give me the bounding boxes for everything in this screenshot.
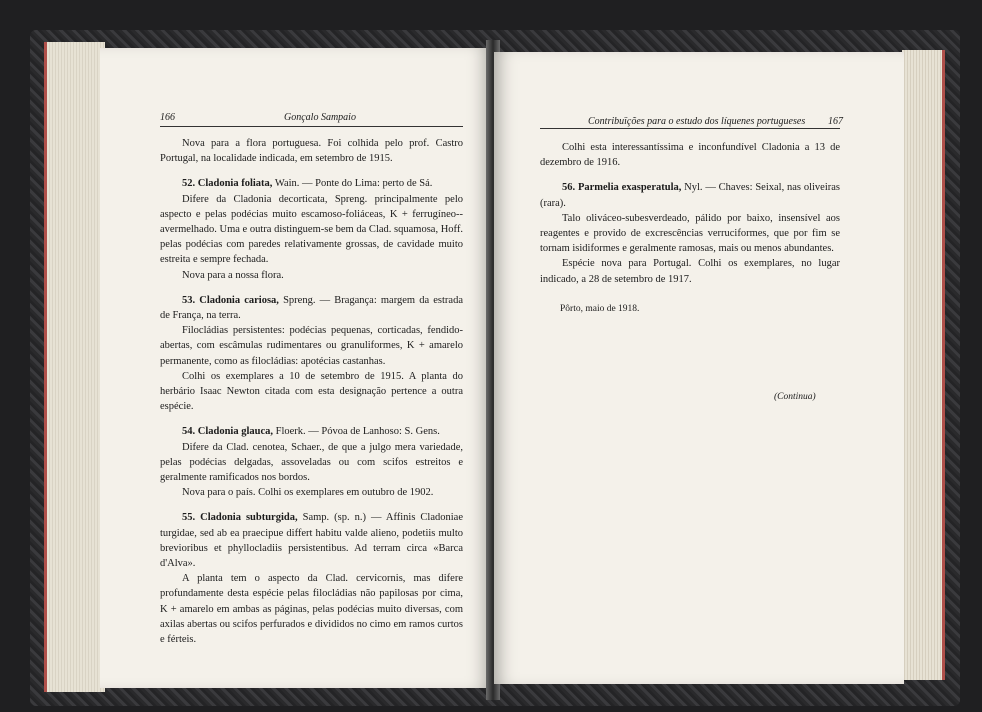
paragraph: Nova para o país. Colhi os exemplares em outubro de 1902. — [182, 487, 434, 499]
paragraph: 56. Parmelia exasperatula, Nyl. — Chaves: Seixal, nas oliveiras (rara). — [540, 182, 840, 209]
paragraph: Colhi os exemplares a 10 de setembro de 1915. A planta do herbário Isaac Newton citada com esta designação pertence a outra espécie. — [160, 370, 463, 413]
paragraph: Espécie nova para Portugal. Colhi os exemplares, no lugar indicado, a 28 de setembro de 1917. — [540, 258, 840, 285]
page-edges-right — [902, 50, 945, 680]
paragraph: Nova para a flora portuguesa. Foi colhida pelo prof. Castro Portugal, na localidade indicada, em setembro de 1915. — [160, 138, 463, 165]
paragraph: 54. Cladonia glauca, Floerk. — Póvoa de Lanhoso: S. Gens. — [182, 426, 440, 438]
header-rule-right — [540, 128, 840, 129]
right-text-block — [540, 140, 840, 287]
left-text-block — [160, 136, 463, 647]
page-edges-left — [44, 42, 105, 692]
paragraph: Filocládias persistentes: podécias pequenas, corticadas, fendido-abertas, com escâmulas rudimentares ou granuliformes, K + amarelo permanente, como as filocládias: apotécias castanhas. — [160, 325, 463, 367]
continua-note: (Continua) — [774, 392, 816, 402]
left-page — [100, 48, 490, 688]
header-rule-left — [160, 126, 463, 127]
paragraph: Colhi esta interessantíssima e inconfundível Cladonia a 13 de dezembro de 1916. — [540, 142, 840, 169]
place-date: Pôrto, maio de 1918. — [560, 304, 640, 314]
page-number-right: 167 — [828, 116, 843, 127]
paragraph: A planta tem o aspecto da Clad. cervicornis, mas difere profundamente desta espécie pelas filocládias não papilosas por cima, K + amarelo em ambas as páginas, pelas podécias muito diversas, com axilas abertas ou scifos perfurados e divididos no cimo em ramos curtos e férteis. — [160, 573, 463, 646]
paragraph: Nova para a nossa flora. — [182, 269, 284, 281]
paragraph: Talo oliváceo-subesverdeado, pálido por baixo, insensível aos reagentes e provido de excrescências verruciformes, que por fim se tornam isidiformes e geralmente ramosas, mais ou menos abundantes. — [540, 212, 840, 255]
paragraph: 52. Cladonia foliata, Wain. — Ponte do Lima: perto de Sá. — [182, 178, 433, 190]
running-head-right: Contribuïções para o estudo dos líquenes portugueses — [588, 116, 806, 127]
running-head-left: Gonçalo Sampaio — [284, 112, 356, 123]
paragraph: 55. Cladonia subturgida, Samp. (sp. n.) — Affinis Cladoniae turgidae, sed ab ea praecipue differt habitu valde alieno, podetiis multo brevioribus et phyllocladiis persistentibus. Ad terram circa «Barca d'Alva». — [160, 512, 463, 570]
paragraph: Difere da Clad. cenotea, Schaer., de que a julgo mera variedade, pelas podécias delgadas, assoveladas ou com scifos estreitos e geralmente ramificados nos bordos. — [160, 441, 463, 484]
right-page — [494, 52, 904, 684]
paragraph: 53. Cladonia cariosa, Spreng. — Bragança: margem da estrada de França, na terra. — [160, 294, 463, 322]
page-number-left: 166 — [160, 112, 175, 123]
paragraph: Difere da Cladonia decorticata, Spreng. principalmente pelo aspecto e pelas podécias muito escamoso-foliáceas, K + ferrugíneo--avermelhado. Uma e outra distinguem-se bem da Clad. squamosa, Hoff. pelas podécias com paredes relativamente grossas, de cavidade muito estreita e sempre fechada. — [160, 193, 463, 266]
